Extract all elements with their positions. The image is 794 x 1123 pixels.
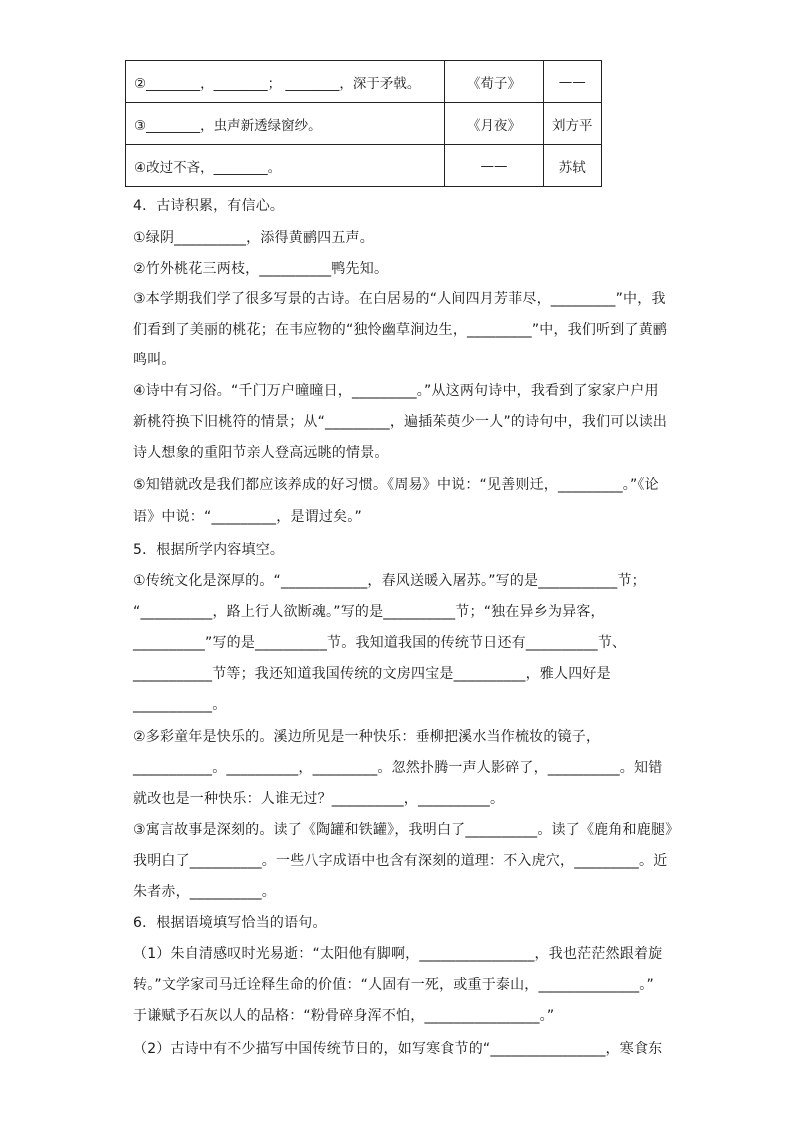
poem-author-cell: —— xyxy=(544,61,602,103)
text-line: “__________，路上行人欲断魂。”写的是__________节；“独在异乡为异客， xyxy=(133,604,605,620)
text-line: ①传统文化是深厚的。“____________，春风送暖入屠苏。”写的是___________节； xyxy=(133,573,646,589)
poem-author-cell: 刘方平 xyxy=(544,103,602,145)
text-line: 于谦赋予石灰以人的品格：“粉骨碎身浑不怕，________________。” xyxy=(133,1008,555,1024)
text-line: ③本学期我们学了很多写景的古诗。在白居易的“人间四月芳菲尽，_________”中，我 xyxy=(133,291,666,307)
poem-table xyxy=(125,60,602,187)
text-line: 语》中说：“_________，是谓过矣。” xyxy=(133,509,362,525)
poem-source-cell: 《荀子》 xyxy=(445,61,544,103)
text-line: 新桃符换下旧桃符的情景；从“_________，遍插茱萸少一人”的诗句中，我们可以读出 xyxy=(133,414,668,430)
text-line: 就改也是一种快乐：人谁无过？__________，__________。 xyxy=(133,791,505,807)
poem-line-cell: ②________，________； ________，深于矛戟。 xyxy=(126,61,445,103)
text-line: 朱者赤，__________。 xyxy=(133,884,276,900)
text-line: ①绿阴__________，添得黄鹂四五声。 xyxy=(133,230,374,246)
text-line: 我明白了__________。一些八字成语中也含有深刻的道理：不入虎穴，_________。近 xyxy=(133,853,668,869)
text-line: ②竹外桃花三两枝，__________鸭先知。 xyxy=(133,261,389,277)
text-line: ___________节等；我还知道我国传统的文房四宝是__________，雅人四好是 xyxy=(133,666,611,682)
question-6-heading: 6．根据语境填写恰当的语句。 xyxy=(133,915,327,931)
poem-author-cell: 苏轼 xyxy=(544,145,602,187)
text-line: 们看到了美丽的桃花；在韦应物的“独怜幽草涧边生，_________”中，我们听到了黄鹂 xyxy=(133,322,668,338)
text-line: （1）朱自清感叹时光易逝：“太阳他有脚啊，________________，我也茫茫然跟着旋 xyxy=(133,946,663,962)
text-line: （2）古诗中有不少描写中国传统节日的，如写寒食节的“________________，寒食东 xyxy=(133,1041,663,1057)
poem-line-cell: ④改过不吝，________。 xyxy=(126,145,445,187)
text-line: ③寓言故事是深刻的。读了《陶罐和铁罐》，我明白了__________。读了《鹿角和鹿腿》 xyxy=(133,822,680,838)
text-line: 鸣叫。 xyxy=(133,352,176,368)
text-line: 转。”文学家司马迁诠释生命的价值：“人固有一死，或重于泰山，______________。” xyxy=(133,977,654,993)
text-line: ___________。__________，_________。忽然扑腾一声人影碎了，__________。知错 xyxy=(133,760,663,776)
poem-source-cell: —— xyxy=(445,145,544,187)
table-row xyxy=(126,103,602,145)
text-line: ___________。 xyxy=(133,697,227,713)
poem-source-cell: 《月夜》 xyxy=(445,103,544,145)
table-row xyxy=(126,145,602,187)
question-5-heading: 5．根据所学内容填空。 xyxy=(133,542,285,558)
text-line: ②多彩童年是快乐的。溪边所见是一种快乐：垂柳把溪水当作梳妆的镜子， xyxy=(133,729,601,745)
poem-line-cell: ③________，虫声新透绿窗纱。 xyxy=(126,103,445,145)
text-line: ⑤知错就改是我们都应该养成的好习惯。《周易》中说：“见善则迁，_________。”《论 xyxy=(133,477,659,493)
text-line: 诗人想象的重阳节亲人登高远眺的情景。 xyxy=(133,445,389,461)
text-line: ④诗中有习俗。“千门万户曈曈日，_________。”从这两句诗中，我看到了家家户户用 xyxy=(133,383,659,399)
question-4-heading: 4．古诗积累，有信心。 xyxy=(133,198,285,214)
table-row xyxy=(126,61,602,103)
text-line: __________”写的是__________节。我知道我国的传统节日还有__________节、 xyxy=(133,635,627,651)
